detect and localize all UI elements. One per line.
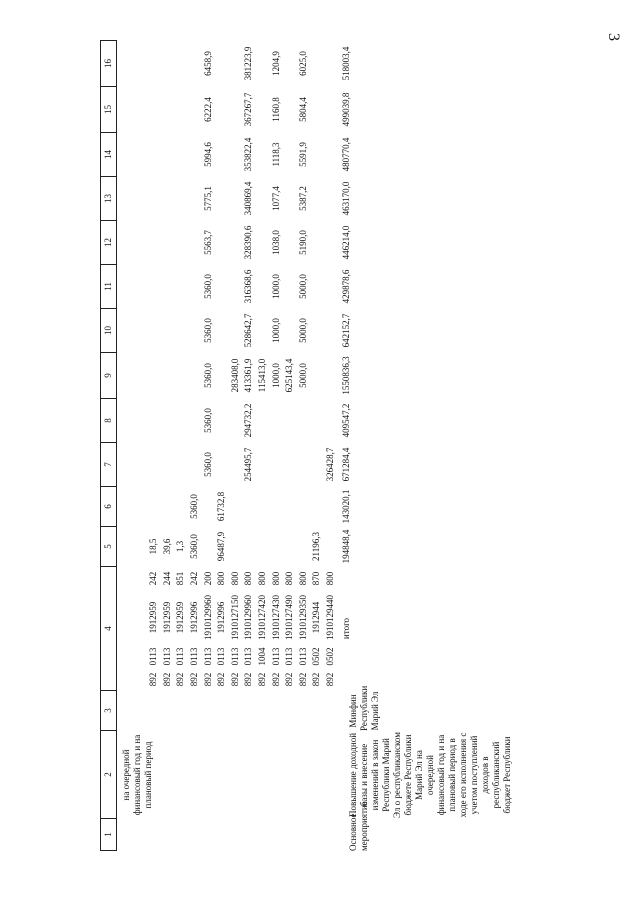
value-cell-v9: 413361,9 [243, 358, 254, 393]
value-cell-v13 [324, 177, 338, 221]
value-cell-v15 [229, 87, 243, 133]
value-cell-v14 [174, 133, 188, 177]
value-cell-v14 [215, 133, 229, 177]
value-cell-v15 [161, 87, 175, 133]
value-cell-v12: 328390,6 [243, 225, 254, 260]
code-cell-c4: 0113 [284, 647, 295, 666]
value-cell-v11 [283, 265, 297, 309]
code-cell-c6: 242 [148, 571, 159, 586]
value-cell-v7: 254495,7 [243, 447, 254, 482]
value-cell-v12 [229, 221, 243, 265]
value-cell-v6 [297, 487, 311, 527]
value-cell-v14 [324, 133, 338, 177]
code-cell-c4: 0113 [189, 647, 200, 666]
value-cell-v15 [174, 87, 188, 133]
value-cell-v7 [188, 443, 202, 487]
code-cell-c5: 1912996 [216, 601, 227, 634]
value-cell-v12: 5190,0 [297, 230, 308, 255]
value-cell-v6 [161, 487, 175, 527]
total-value-v14: 480770,4 [340, 137, 351, 172]
section-description: Повышение доходной базы и внесение изменений в закон Республики Марий Эл о республиканском бюджете Республики Марий Эл на очередной финансовый год и на плановый период в ходе его исполнения с учетом поступлений доходов в республиканский бюджет Республики [348, 732, 512, 818]
table-row [324, 41, 338, 851]
value-cell-v16 [188, 41, 202, 87]
value-cell-v15 [256, 87, 270, 133]
code-cell-c3: 892 [148, 672, 159, 687]
value-cell-v9 [174, 353, 188, 399]
table-row [174, 41, 188, 851]
value-cell-v12 [256, 221, 270, 265]
code-cell-c3: 892 [297, 672, 308, 687]
value-cell-v15 [310, 87, 324, 133]
code-cell-c6: 800 [270, 571, 281, 586]
header-row [101, 41, 117, 851]
code-cell-c5: 1910129440 [325, 595, 336, 640]
value-cell-v12 [147, 221, 161, 265]
value-cell-v7 [161, 443, 175, 487]
value-cell-v7 [174, 443, 188, 487]
section-label-main-measure: Основное мероприятие [348, 801, 369, 851]
code-cell-c4: 0113 [148, 647, 159, 666]
value-cell-v14 [256, 133, 270, 177]
value-cell-v8 [269, 399, 283, 443]
value-cell-v14: 1118,3 [270, 142, 281, 167]
value-cell-v9 [310, 353, 324, 399]
value-cell-v13 [283, 177, 297, 221]
value-cell-v6 [201, 487, 215, 527]
value-cell-v11: 5000,0 [297, 274, 308, 299]
value-cell-v9 [215, 353, 229, 399]
value-cell-v5 [242, 527, 256, 567]
header-col-2: 2 [101, 731, 117, 819]
value-cell-v15 [147, 87, 161, 133]
total-value-v15: 499039,8 [340, 92, 351, 127]
code-cell-c6: 800 [325, 571, 336, 586]
value-cell-v16: 6025,0 [297, 51, 308, 76]
table-row [242, 41, 256, 851]
code-cell-c6: 800 [229, 571, 240, 586]
header-col-4: 4 [101, 567, 117, 691]
value-cell-v5 [283, 527, 297, 567]
code-cell-c4: 0113 [216, 647, 227, 666]
value-cell-v16 [215, 41, 229, 87]
value-cell-v9 [188, 353, 202, 399]
value-cell-v14 [188, 133, 202, 177]
total-value-v9: 1550836,3 [340, 356, 351, 395]
value-cell-v15: 6222,4 [202, 97, 213, 122]
value-cell-v7 [297, 443, 311, 487]
value-cell-v13: 5387,2 [297, 186, 308, 211]
value-cell-v8 [215, 399, 229, 443]
value-cell-v15: 5804,4 [297, 97, 308, 122]
code-cell-c5: 1910127430 [270, 595, 281, 640]
code-cell-c4: 0113 [297, 647, 308, 666]
code-cell-c3: 892 [325, 672, 336, 687]
value-cell-v6 [147, 487, 161, 527]
value-cell-v6 [174, 487, 188, 527]
code-cell-c5: 1910127490 [284, 595, 295, 640]
value-cell-v15 [188, 87, 202, 133]
code-cell-c5: 1912959 [148, 601, 159, 634]
value-cell-v14 [283, 133, 297, 177]
table-row [188, 41, 202, 851]
value-cell-v8 [147, 399, 161, 443]
value-cell-v11 [215, 265, 229, 309]
value-cell-v10 [283, 309, 297, 353]
value-cell-v8 [174, 399, 188, 443]
value-cell-v9 [324, 353, 338, 399]
value-cell-v5: 18,5 [148, 538, 159, 555]
code-cell-c6: 800 [284, 571, 295, 586]
value-cell-v7: 5360,0 [202, 452, 213, 477]
table-row [310, 41, 324, 851]
table-row [269, 41, 283, 851]
value-cell-v10 [256, 309, 270, 353]
value-cell-v5: 96487,9 [216, 531, 227, 562]
value-cell-v8 [310, 399, 324, 443]
value-cell-v11 [310, 265, 324, 309]
header-col-14: 14 [101, 133, 117, 177]
value-cell-v10 [229, 309, 243, 353]
header-col-15: 15 [101, 87, 117, 133]
value-cell-v7 [229, 443, 243, 487]
header-col-16: 16 [101, 41, 117, 87]
code-cell-c3: 892 [284, 672, 295, 687]
header-col-11: 11 [101, 265, 117, 309]
total-value-v7: 671284,4 [340, 447, 351, 482]
value-cell-v14: 5994,6 [202, 142, 213, 167]
code-cell-c3: 892 [175, 672, 186, 687]
header-col-13: 13 [101, 177, 117, 221]
value-cell-v13 [174, 177, 188, 221]
value-cell-v16 [161, 41, 175, 87]
total-value-v10: 642152,7 [340, 313, 351, 348]
code-cell-c3: 892 [216, 672, 227, 687]
value-cell-v13 [256, 177, 270, 221]
value-cell-v11 [161, 265, 175, 309]
value-cell-v9: 5360,0 [202, 363, 213, 388]
value-cell-v6 [242, 487, 256, 527]
value-cell-v5: 5360,0 [189, 534, 200, 559]
value-cell-v10 [310, 309, 324, 353]
value-cell-v5 [229, 527, 243, 567]
value-cell-v8 [161, 399, 175, 443]
table-row [215, 41, 229, 851]
value-cell-v8 [283, 399, 297, 443]
value-cell-v6: 5360,0 [189, 494, 200, 519]
code-cell-c6: 244 [161, 571, 172, 586]
value-cell-v16: 1204,9 [270, 51, 281, 76]
value-cell-v12 [174, 221, 188, 265]
value-cell-v13: 5775,1 [202, 186, 213, 211]
value-cell-v11 [147, 265, 161, 309]
value-cell-v8 [324, 399, 338, 443]
table-row [256, 41, 270, 851]
value-cell-v5: 1,3 [175, 540, 186, 553]
value-cell-v14 [161, 133, 175, 177]
total-value-v11: 429878,6 [340, 269, 351, 304]
header-col-7: 7 [101, 443, 117, 487]
value-cell-v11 [188, 265, 202, 309]
total-value-v5: 194848,4 [340, 529, 351, 564]
budget-table-sheet [100, 46, 512, 851]
code-cell-c5: 1912944 [311, 601, 322, 634]
value-cell-v10 [161, 309, 175, 353]
value-cell-v12 [310, 221, 324, 265]
header-col-9: 9 [101, 353, 117, 399]
value-cell-v11: 5360,0 [202, 274, 213, 299]
code-cell-c4: 0113 [270, 647, 281, 666]
value-cell-v9: 283408,0 [229, 358, 240, 393]
code-cell-c3: 892 [311, 672, 322, 687]
table-row [201, 41, 215, 851]
header-col-10: 10 [101, 309, 117, 353]
value-cell-v6 [283, 487, 297, 527]
intro-spacer-row [117, 41, 148, 851]
code-cell-c6: 851 [175, 571, 186, 586]
value-cell-v5: 21196,3 [311, 532, 322, 561]
value-cell-v10: 5360,0 [202, 318, 213, 343]
value-cell-v10 [188, 309, 202, 353]
code-cell-c5: 1910127420 [257, 595, 268, 640]
code-cell-c6: 200 [202, 571, 213, 586]
value-cell-v6 [229, 487, 243, 527]
value-cell-v6 [269, 487, 283, 527]
code-cell-c3: 892 [270, 672, 281, 687]
table-row [283, 41, 297, 851]
code-cell-c6: 800 [216, 571, 227, 586]
code-cell-c4: 0113 [161, 647, 172, 666]
code-cell-c3: 892 [202, 672, 213, 687]
value-cell-v5 [297, 527, 311, 567]
value-cell-v13 [147, 177, 161, 221]
value-cell-v9: 625143,4 [284, 358, 295, 393]
header-col-8: 8 [101, 399, 117, 443]
value-cell-v7 [310, 443, 324, 487]
code-cell-c4: 0113 [175, 647, 186, 666]
code-cell-c3: 892 [161, 672, 172, 687]
header-col-3: 3 [101, 691, 117, 731]
intro-text: на очередной финансовый год и на плановый период [121, 734, 153, 816]
value-cell-v11 [256, 265, 270, 309]
code-cell-c4: 0502 [311, 647, 322, 666]
value-cell-v16: 381223,9 [243, 46, 254, 81]
value-cell-v8 [256, 399, 270, 443]
value-cell-v11 [174, 265, 188, 309]
code-cell-c4: 0502 [325, 647, 336, 666]
value-cell-v13 [161, 177, 175, 221]
value-cell-v12 [283, 221, 297, 265]
value-cell-v15: 367267,7 [243, 92, 254, 127]
value-cell-v12: 5563,7 [202, 230, 213, 255]
value-cell-v8 [229, 399, 243, 443]
value-cell-v15 [215, 87, 229, 133]
value-cell-v14 [147, 133, 161, 177]
value-cell-v11: 316368,6 [243, 269, 254, 304]
value-cell-v6 [310, 487, 324, 527]
value-cell-v14 [229, 133, 243, 177]
value-cell-v8: 5360,0 [202, 408, 213, 433]
code-cell-c3: 892 [243, 672, 254, 687]
value-cell-v10: 1000,0 [270, 318, 281, 343]
header-col-12: 12 [101, 221, 117, 265]
code-cell-c5: 1912996 [189, 601, 200, 634]
code-cell-c5: 1910127150 [229, 595, 240, 640]
value-cell-v16: 6458,9 [202, 51, 213, 76]
value-cell-v6 [256, 487, 270, 527]
value-cell-v5: 39,6 [161, 538, 172, 555]
code-cell-c5: 1910129960 [202, 595, 213, 640]
value-cell-v7 [269, 443, 283, 487]
value-cell-v16 [310, 41, 324, 87]
value-cell-v12 [188, 221, 202, 265]
total-label: итого [340, 617, 351, 640]
code-cell-c6: 800 [243, 571, 254, 586]
value-cell-v12: 1038,0 [270, 230, 281, 255]
section-responsible: Минфин Республики Марий Эл [348, 685, 380, 731]
value-cell-v10: 5000,0 [297, 318, 308, 343]
value-cell-v5 [269, 527, 283, 567]
value-cell-v8 [188, 399, 202, 443]
value-cell-v15 [324, 87, 338, 133]
value-cell-v7 [215, 443, 229, 487]
value-cell-v5 [201, 527, 215, 567]
code-cell-c3: 892 [229, 672, 240, 687]
budget-table [100, 40, 353, 851]
code-cell-c4: 0113 [229, 647, 240, 666]
total-value-v16: 518003,4 [340, 46, 351, 81]
code-cell-c6: 800 [257, 571, 268, 586]
total-value-v12: 446214,0 [340, 225, 351, 260]
value-cell-v14 [310, 133, 324, 177]
value-cell-v13: 1077,4 [270, 186, 281, 211]
value-cell-v15: 1160,8 [270, 97, 281, 122]
total-value-v6: 143020,1 [340, 489, 351, 524]
value-cell-v9 [161, 353, 175, 399]
code-cell-c5: 1910129960 [243, 595, 254, 640]
value-cell-v12 [215, 221, 229, 265]
value-cell-v9: 5000,0 [297, 363, 308, 388]
table-row [297, 41, 311, 851]
value-cell-v11: 1000,0 [270, 274, 281, 299]
value-cell-v9 [147, 353, 161, 399]
value-cell-v14: 353822,4 [243, 137, 254, 172]
code-cell-c4: 1004 [257, 647, 268, 666]
value-cell-v16 [283, 41, 297, 87]
value-cell-v13 [310, 177, 324, 221]
value-cell-v10 [147, 309, 161, 353]
value-cell-v10: 528642,7 [243, 313, 254, 348]
value-cell-v11 [324, 265, 338, 309]
code-cell-c3: 892 [257, 672, 268, 687]
value-cell-v5 [324, 527, 338, 567]
value-cell-v8 [297, 399, 311, 443]
table-row [161, 41, 175, 851]
value-cell-v9: 115413,0 [257, 358, 268, 393]
value-cell-v13 [215, 177, 229, 221]
value-cell-v16 [147, 41, 161, 87]
value-cell-v6 [324, 487, 338, 527]
value-cell-v16 [229, 41, 243, 87]
code-cell-c6: 800 [297, 571, 308, 586]
value-cell-v15 [283, 87, 297, 133]
value-cell-v10 [324, 309, 338, 353]
value-cell-v13 [229, 177, 243, 221]
value-cell-v10 [174, 309, 188, 353]
code-cell-c4: 0113 [202, 647, 213, 666]
value-cell-v10 [215, 309, 229, 353]
value-cell-v12 [161, 221, 175, 265]
value-cell-v8: 294732,2 [243, 403, 254, 438]
value-cell-v16 [324, 41, 338, 87]
value-cell-v11 [229, 265, 243, 309]
code-cell-c5: 1912959 [161, 601, 172, 634]
value-cell-v16 [256, 41, 270, 87]
value-cell-v9: 1000,0 [270, 363, 281, 388]
value-cell-v13 [188, 177, 202, 221]
total-value-v13: 463170,0 [340, 181, 351, 216]
page-number: 3 [605, 33, 622, 41]
value-cell-v5 [256, 527, 270, 567]
value-cell-v7 [147, 443, 161, 487]
header-col-5: 5 [101, 527, 117, 567]
code-cell-c5: 1910129350 [297, 595, 308, 640]
code-cell-c5: 1912959 [175, 601, 186, 634]
total-value-v8: 409547,2 [340, 403, 351, 438]
code-cell-c4: 0113 [243, 647, 254, 666]
value-cell-v7 [256, 443, 270, 487]
value-cell-v14: 5591,9 [297, 142, 308, 167]
value-cell-v6: 61732,8 [216, 491, 227, 522]
header-col-6: 6 [101, 487, 117, 527]
value-cell-v16 [174, 41, 188, 87]
code-cell-c3: 892 [189, 672, 200, 687]
table-row [147, 41, 161, 851]
code-cell-c6: 242 [189, 571, 200, 586]
code-cell-c6: 870 [311, 571, 322, 586]
value-cell-v7 [283, 443, 297, 487]
value-cell-v12 [324, 221, 338, 265]
value-cell-v13: 340869,4 [243, 181, 254, 216]
header-col-1: 1 [101, 819, 117, 851]
value-cell-v7: 326428,7 [325, 447, 336, 482]
table-row [229, 41, 243, 851]
